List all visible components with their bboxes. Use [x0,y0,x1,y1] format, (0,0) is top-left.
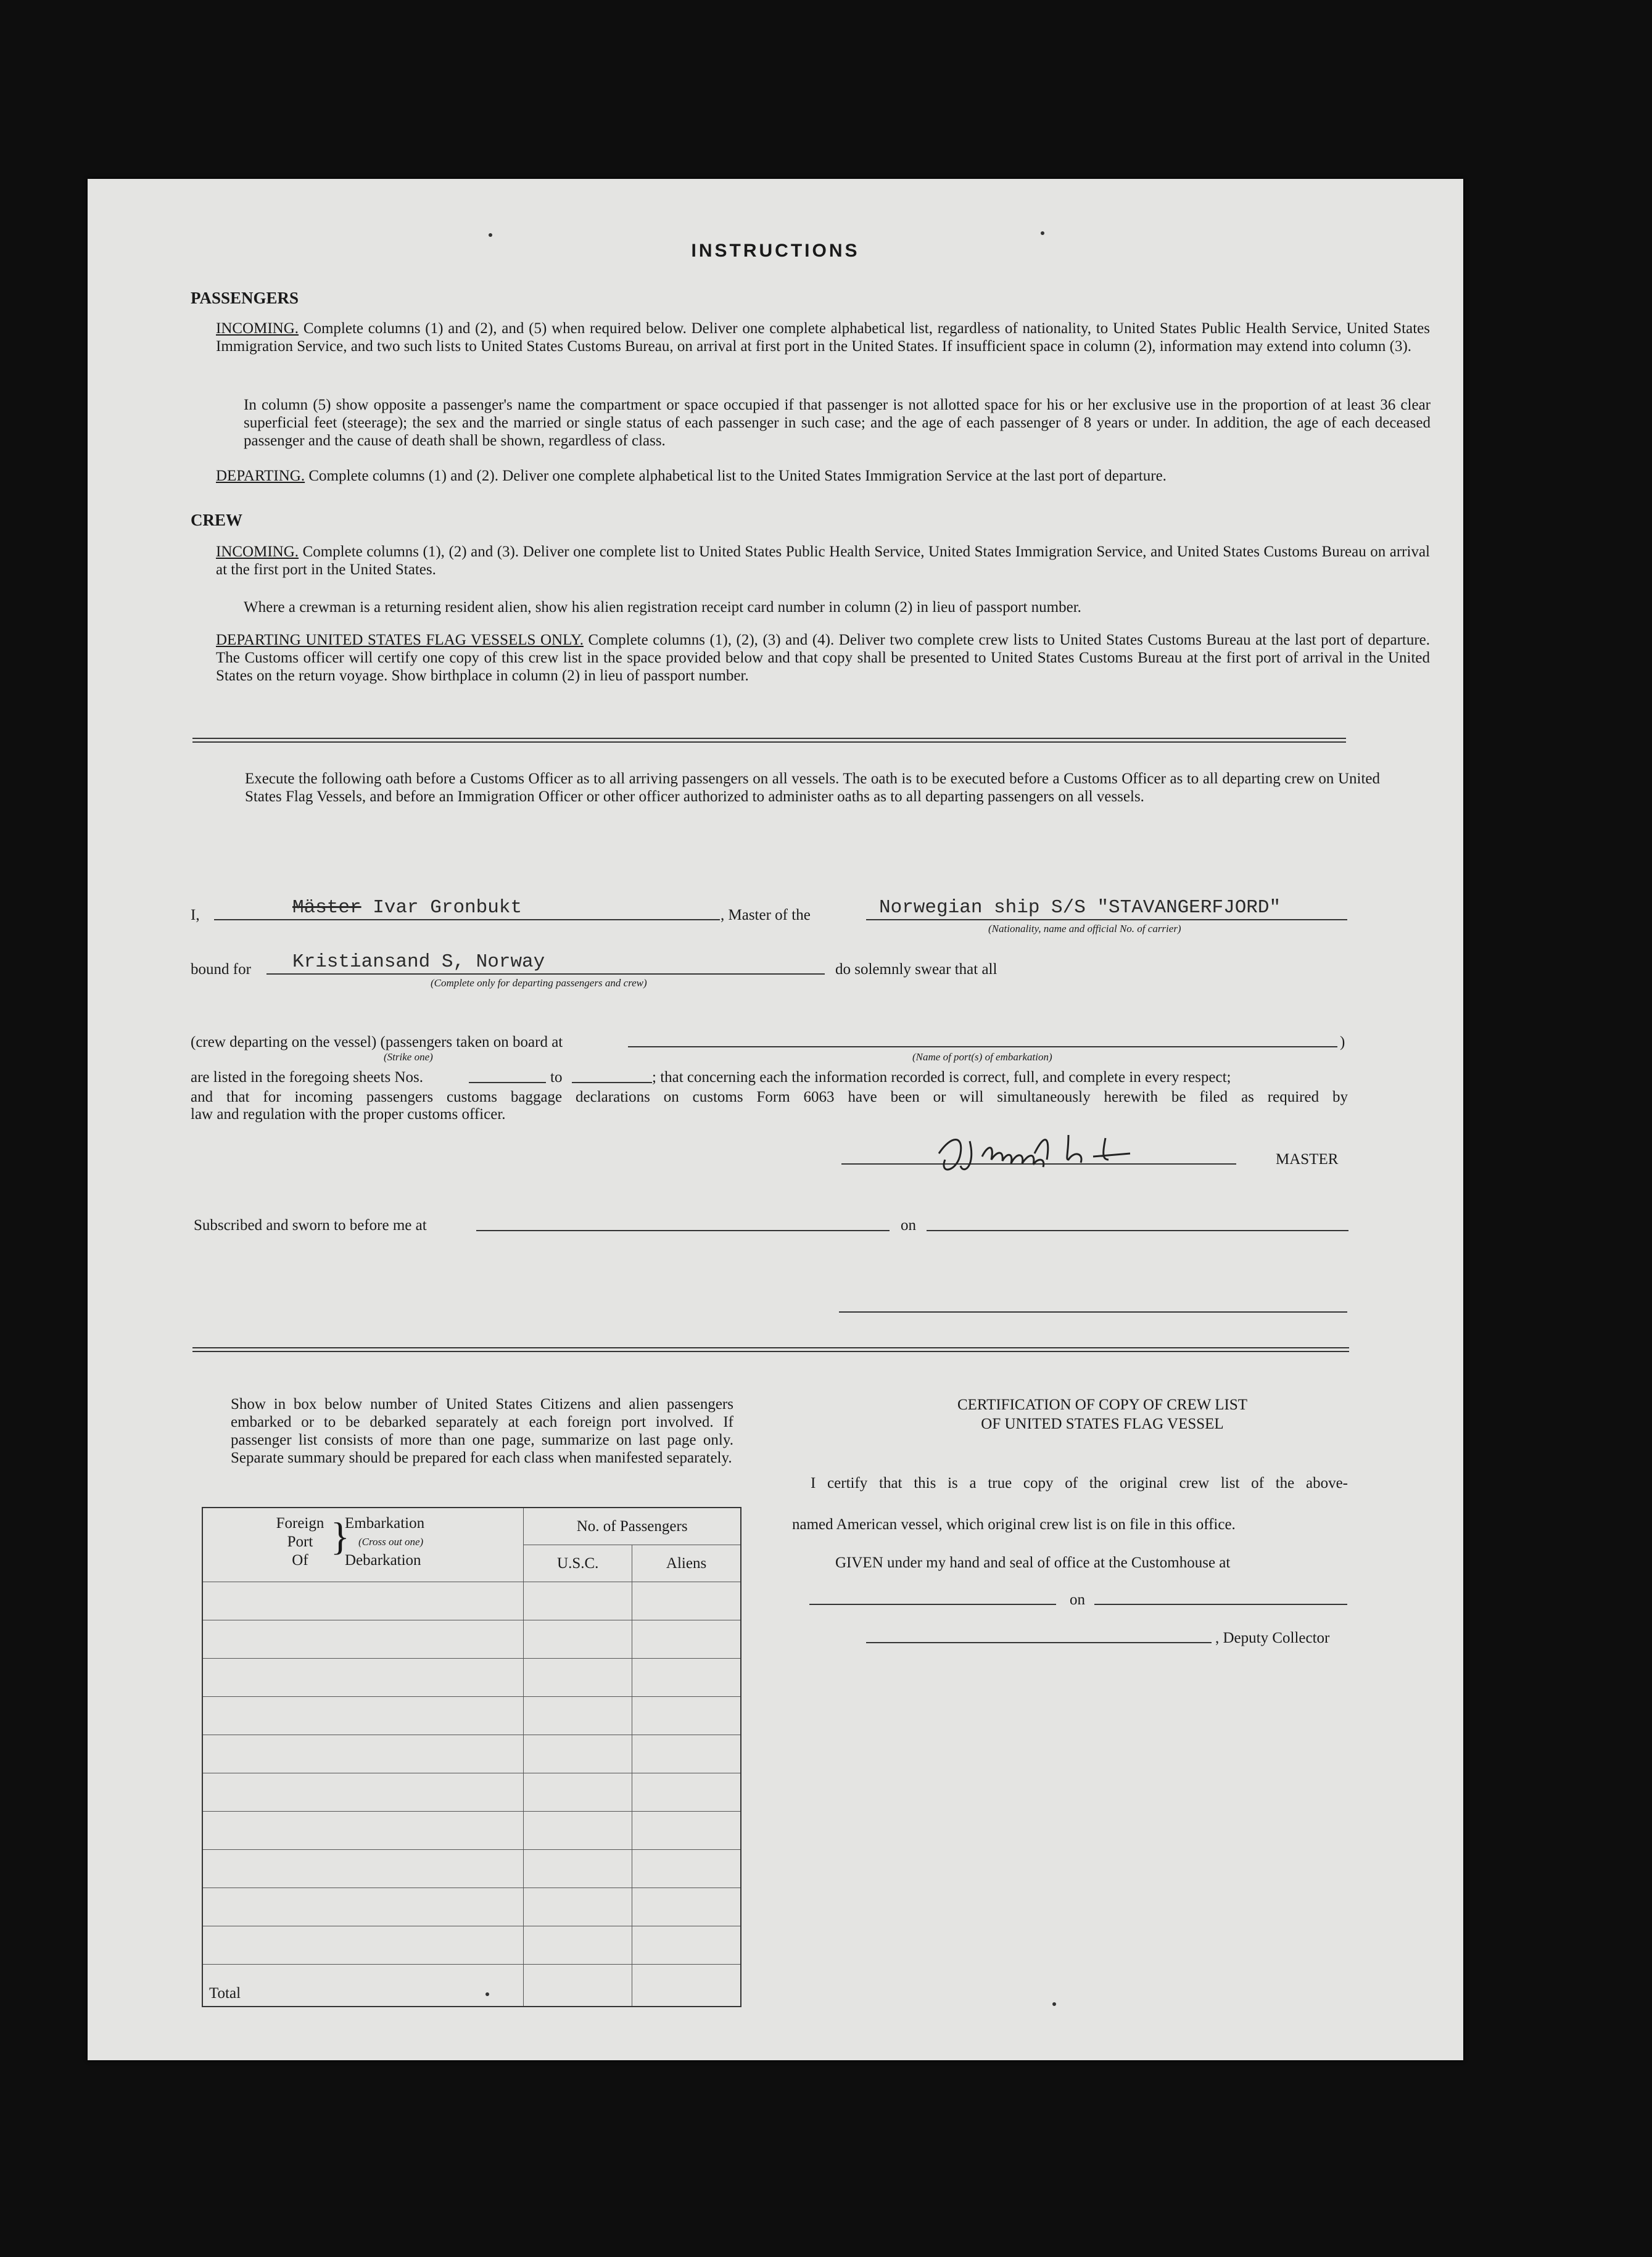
deputy-signature-line [866,1642,1212,1643]
header-aliens: Aliens [632,1545,741,1582]
master-name: Ivar Gronbukt [373,897,522,918]
master-label: MASTER [1276,1151,1339,1168]
bound-for-value: Kristiansand S, Norway [292,951,545,973]
table-row [202,1620,741,1659]
master-name-value [292,897,522,918]
sheet-to-line [572,1082,652,1083]
master-signature-icon [927,1129,1186,1178]
header-num-passengers: No. of Passengers [524,1508,741,1545]
vessel-caption: (Nationality, name and official No. of carrier) [988,923,1181,935]
crew-departing-label: (crew departing on the vessel) (passengers taken on board at [191,1034,563,1050]
crew-departing [216,631,1430,685]
document-page [88,179,1463,2060]
certification-title-2: OF UNITED STATES FLAG VESSEL [981,1416,1224,1432]
bound-for-label: bound for [191,961,251,978]
col-foreign-1: Foreign [276,1515,324,1532]
table-row [202,1697,741,1735]
passengers-incoming [216,320,1430,355]
certification-text-2: named American vessel, which original crew list is on file in this office. [792,1516,1236,1533]
passengers-departing-label: DEPARTING. [216,468,305,484]
speck [1041,231,1044,235]
speck [489,233,492,237]
table-row [202,1773,741,1812]
listed-label: are listed in the foregoing sheets Nos. [191,1069,423,1086]
passenger-summary-table [202,1507,741,2007]
to-label: to [550,1069,563,1086]
strike-caption: (Strike one) [384,1051,433,1063]
customhouse-line [809,1604,1056,1605]
col-foreign-2: Port [287,1533,313,1550]
master-struck-title: Mäster [292,897,361,918]
certification-date-line [1094,1604,1347,1605]
swear-label: do solemnly swear that all [835,961,997,978]
subscribed-label: Subscribed and sworn to before me at [194,1217,427,1234]
deputy-label: , Deputy Collector [1215,1630,1330,1646]
certification-on-label: on [1070,1591,1085,1608]
sheet-from-line [469,1082,546,1083]
table-row [202,1812,741,1850]
crew-resident: Where a crewman is a returning resident alien, show his alien registration receipt card number in column (2) in lieu of passport number. [244,599,1081,616]
crew-incoming-label: INCOMING. [216,543,299,560]
bound-for-line [266,973,825,975]
listed-text-2: and that for incoming passengers customs baggage declarations on customs Form 6063 have been or will simultaneously herewith be filed as required by [191,1089,1348,1105]
table-row [202,1850,741,1888]
page-title: INSTRUCTIONS [691,241,860,261]
speck [1052,2002,1056,2006]
table-row [202,1582,741,1620]
crew-departing-text: Complete columns (1), (2), (3) and (4). Deliver two complete crew lists to United States Customs Bureau at the last port of departure. The Customs officer will certify one copy of this crew list in the space provided below and that copy shall be presented to United States Customs Bureau at the first port of arrival in the United States on the return voyage. Show birthplace in column (2) in lieu of passport number. [216,632,1431,684]
brace-icon: } [331,1514,350,1558]
certification-title-1: CERTIFICATION OF COPY OF CREW LIST [957,1397,1248,1413]
passengers-column5: In column (5) show opposite a passenger's name the compartment or space occupied if that passenger is not allotted space for his or her exclusive use in the proportion of at least 36 clear superficial feet (steerage); the sex and the married or single status of each passenger in such case; and the age of each passenger of 8 years or under. In addition, the age of each deceased passenger and the cause of death shall be shown, regardless of class. [244,397,1431,449]
master-of-label: , Master of the [721,907,811,923]
crew-heading: CREW [191,511,243,529]
vessel-line [866,919,1347,920]
passengers-heading: PASSENGERS [191,289,299,307]
header-usc: U.S.C. [524,1545,632,1582]
crew-incoming [216,543,1430,579]
port-caption: (Name of port(s) of embarkation) [912,1051,1052,1063]
certification-text-1: I certify that this is a true copy of the original crew list of the above- [811,1475,1348,1492]
col-foreign-3: Of [292,1552,308,1569]
passengers-departing [216,467,1430,485]
double-rule [192,1347,1349,1352]
table-row [202,1888,741,1926]
certification-text-3: GIVEN under my hand and seal of office at the Customhouse at [835,1554,1231,1571]
bound-for-caption: (Complete only for departing passengers and crew) [431,977,647,989]
table-row [202,1659,741,1697]
certification-title [766,1395,1439,1434]
close-paren: ) [1340,1034,1345,1050]
oath-i-label: I, [191,907,200,923]
passengers-incoming-label: INCOMING. [216,320,299,337]
vessel-value: Norwegian ship S/S "STAVANGERFJORD" [879,897,1281,918]
table-row [202,1735,741,1773]
listed-text-3: law and regulation with the proper customs officer. [191,1106,506,1123]
col-embarkation: Embarkation [345,1515,425,1532]
oath-intro: Execute the following oath before a Customs Officer as to all arriving passengers on all vessels. The oath is to be executed before a Customs Officer as to all departing crew on United States Flag Vessels, and before an Immigration Officer or other officer authorized to administer oaths as to all departing passengers on all vessels. [245,770,1380,805]
subscribed-date-line [927,1230,1348,1231]
table-row [202,1926,741,1965]
header-foreign-port [202,1508,524,1582]
subscribed-place-line [476,1230,890,1231]
officer-signature-line [839,1311,1347,1313]
col-cross-out: (Cross out one) [358,1536,424,1548]
total-label: Total [202,1965,524,2007]
speck [485,1992,489,1996]
double-rule [192,738,1346,743]
passengers-departing-text: Complete columns (1) and (2). Deliver one complete alphabetical list to the United States Immigration Service at the last port of departure. [308,468,1167,484]
port-embarkation-line [628,1046,1337,1047]
passengers-incoming-text: Complete columns (1) and (2), and (5) when required below. Deliver one complete alphabetical list, regardless of nationality, to United States Public Health Service, United States Immigration Service, and two such lists to United States Customs Bureau, on arrival at first port in the United States. If insufficient space in column (2), information may extend into column (3). [216,320,1430,355]
col-debarkation: Debarkation [345,1552,421,1569]
crew-departing-label: DEPARTING UNITED STATES FLAG VESSELS ONLY. [216,632,584,648]
master-name-line [214,919,720,920]
crew-incoming-text: Complete columns (1), (2) and (3). Deliver one complete list to United States Public Health Service, United States Immigration Service, and United States Customs Bureau on arrival at the first port in the United States. [216,543,1430,578]
total-row [202,1965,741,2007]
summary-intro: Show in box below number of United States Citizens and alien passengers embarked or to be debarked separately at each foreign port involved. If passenger list consists of more than one page, summarize on last page only. Separate summary should be prepared for each class when manifested separately. [231,1396,733,1466]
listed-text-1: ; that concerning each the information recorded is correct, full, and complete in every respect; [652,1069,1231,1086]
subscribed-on-label: on [901,1217,916,1234]
